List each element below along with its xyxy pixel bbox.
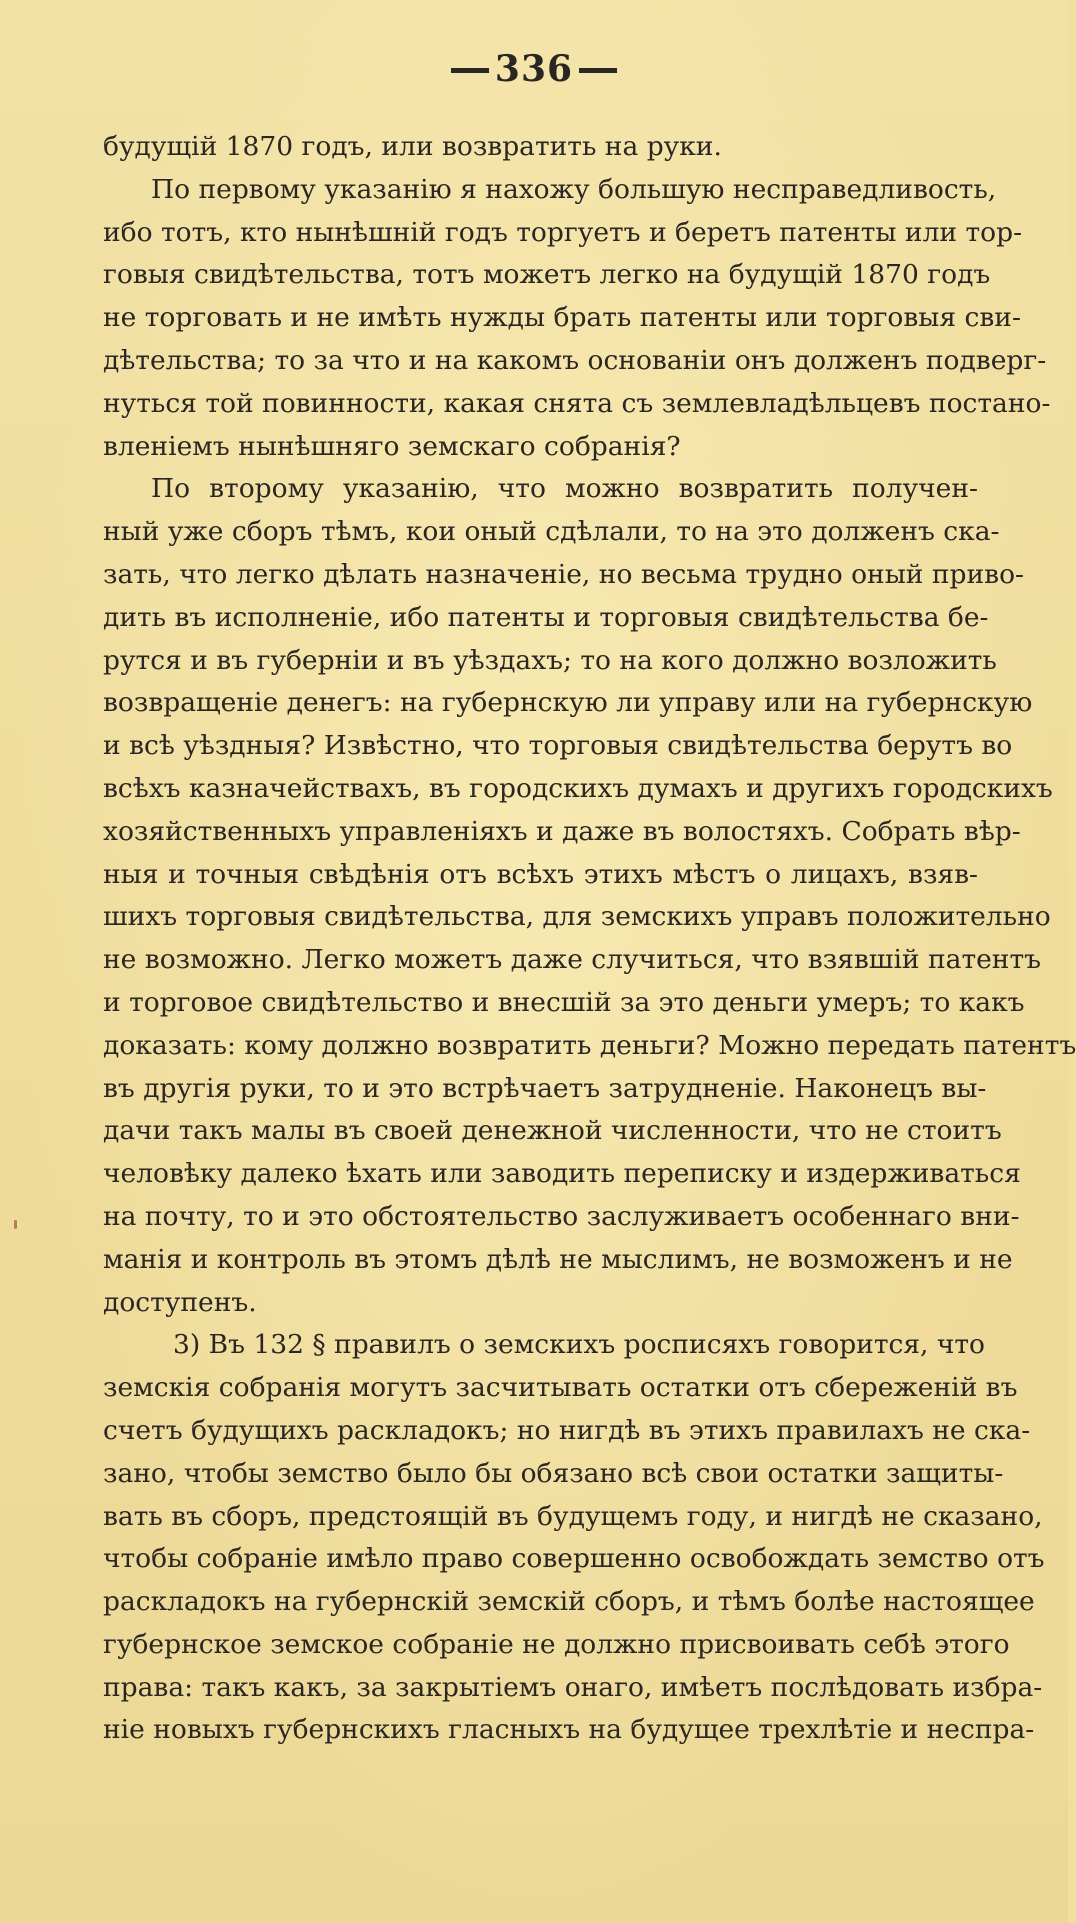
paper-mark: [14, 1220, 17, 1229]
text-line: человѣку далеко ѣхать или заводить переписку и издерживаться: [103, 1158, 1021, 1190]
header-dash-left: [451, 68, 489, 73]
text-line: ный уже сборъ тѣмъ, кои оный сдѣлали, то на это долженъ ска-: [103, 516, 1000, 548]
text-line: 3) Въ 132 § правилъ о земскихъ росписяхъ говорится, что: [173, 1329, 986, 1361]
text-line: вать въ сборъ, предстоящій въ будущемъ году, и нигдѣ не сказано,: [103, 1500, 1043, 1532]
text-line: земскія собранія могутъ засчитывать остатки отъ сбереженій въ: [103, 1372, 1018, 1404]
text-line: ибо тотъ, кто нынѣшній годъ торгуетъ и беретъ патенты или тор-: [103, 216, 1023, 248]
text-line: дѣтельства; то за что и на какомъ основаніи онъ долженъ подверг-: [103, 344, 1047, 376]
text-line: чтобы собраніе имѣло право совершенно освобождать земство отъ: [103, 1543, 1045, 1575]
text-line: губернское земское собраніе не должно присвоивать себѣ этого: [103, 1628, 1010, 1660]
text-line: говыя свидѣтельства, тотъ можетъ легко на будущій 1870 годъ: [103, 259, 991, 291]
header-dash-right: [579, 68, 617, 73]
text-line: По второму указанію, что можно возвратить получен-: [151, 473, 978, 505]
text-line: не возможно. Легко можетъ даже случиться, что взявшій патентъ: [103, 944, 1041, 976]
text-line: рутся и въ губерніи и въ уѣздахъ; то на кого должно возложить: [103, 644, 997, 676]
text-line: дить въ исполненіе, ибо патенты и торговыя свидѣтельства бе-: [103, 601, 989, 633]
text-line: не торговать и не имѣть нужды брать патенты или торговыя сви-: [103, 302, 1021, 334]
text-line: манія и контроль въ этомъ дѣлѣ не мыслимъ, не возможенъ и не: [103, 1243, 1013, 1275]
text-line: всѣхъ казначействахъ, въ городскихъ думахъ и другихъ городскихъ: [103, 772, 1053, 804]
text-line: нуться той повинности, какая снята съ землевладѣльцевъ постано-: [103, 387, 1051, 419]
text-line: права: такъ какъ, за закрытіемъ онаго, имѣетъ послѣдовать избра-: [103, 1671, 1043, 1703]
text-line: и всѣ уѣздныя? Извѣстно, что торговыя свидѣтельства берутъ во: [103, 730, 1013, 762]
text-line: вленіемъ нынѣшняго земскаго собранія?: [103, 430, 681, 462]
text-line: на почту, то и это обстоятельство заслуживаетъ особеннаго вни-: [103, 1200, 1020, 1232]
text-line: зано, чтобы земство было бы обязано всѣ свои остатки защиты-: [103, 1457, 1004, 1489]
text-line: ныя и точныя свѣдѣнія отъ всѣхъ этихъ мѣстъ о лицахъ, взяв-: [103, 858, 978, 890]
text-line: дачи такъ малы въ своей денежной численности, что не стоитъ: [103, 1115, 1002, 1147]
text-line: шихъ торговыя свидѣтельства, для земскихъ управъ положительно: [103, 901, 1051, 933]
text-line: будущій 1870 годъ, или возвратить на руки.: [103, 131, 722, 162]
text-line: и торговое свидѣтельство и внесшій за это деньги умеръ; то какъ: [103, 986, 1025, 1018]
page-header: [0, 44, 1068, 94]
text-line: въ другія руки, то и это встрѣчаетъ затрудненіе. Наконецъ вы-: [103, 1072, 987, 1104]
text-line: зать, что легко дѣлать назначеніе, но весьма трудно оный приво-: [103, 558, 1025, 590]
text-line: возвращеніе денегъ: на губернскую ли управу или на губернскую: [103, 687, 1033, 719]
text-line: раскладокъ на губернскій земскій сборъ, и тѣмъ болѣе настоящее: [103, 1586, 1035, 1618]
page-number: 336: [494, 48, 574, 90]
text-line: По первому указанію я нахожу большую несправедливость,: [151, 173, 997, 205]
body-text: [103, 126, 1076, 1752]
text-line: счетъ будущихъ раскладокъ; но нигдѣ въ этихъ правилахъ не ска-: [103, 1414, 1031, 1446]
text-line: доказать: кому должно возвратить деньги? Можно передать патентъ: [103, 1029, 1076, 1061]
text-line: ніе новыхъ губернскихъ гласныхъ на будущее трехлѣтіе и неспра-: [103, 1714, 1035, 1746]
text-line: доступенъ.: [103, 1286, 257, 1318]
text-line: хозяйственныхъ управленіяхъ и даже въ волостяхъ. Собрать вѣр-: [103, 815, 1021, 847]
